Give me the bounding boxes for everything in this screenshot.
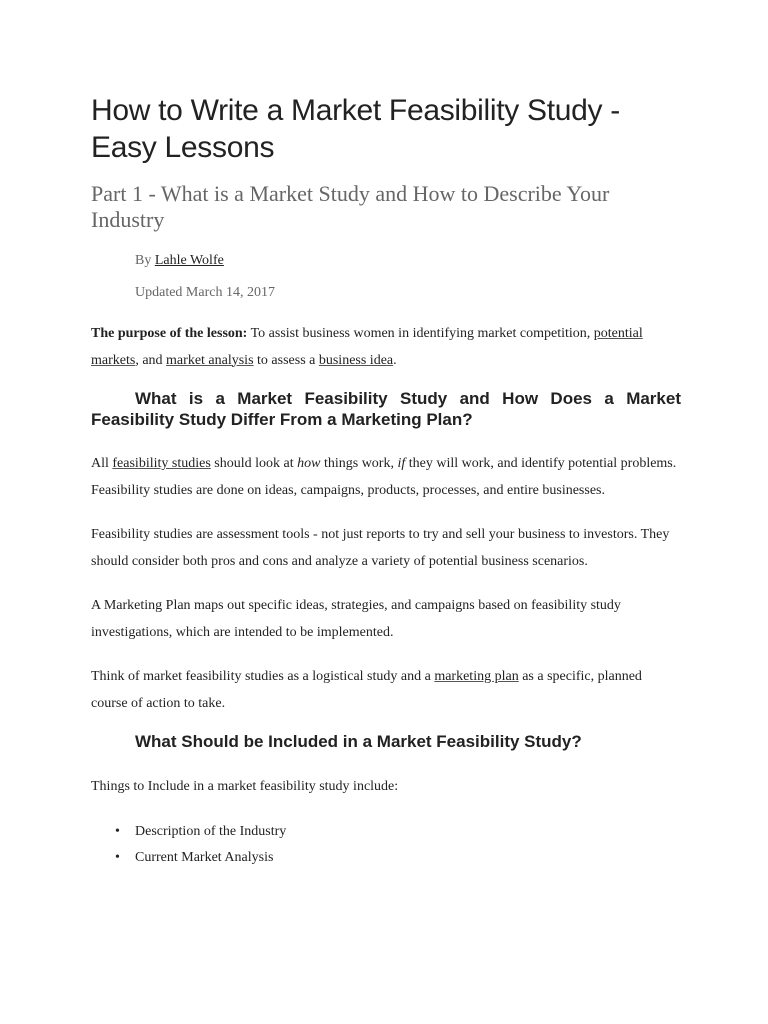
paragraph-text: All xyxy=(91,456,113,471)
paragraph-feasibility-intro xyxy=(91,451,681,504)
article-subtitle: Part 1 - What is a Market Study and How to Describe Your Industry xyxy=(91,181,610,232)
paragraph-marketing-plan: A Marketing Plan maps out specific ideas, strategies, and campaigns based on feasibility study investigations, which are intended to be implemented. xyxy=(91,598,621,640)
purpose-paragraph xyxy=(91,321,681,374)
article xyxy=(91,92,681,871)
purpose-label: The purpose of the lesson: xyxy=(91,326,248,341)
paragraph-text: as a specific, planned course of action to take. xyxy=(91,669,642,711)
list-item: • Current Market Analysis xyxy=(135,845,681,871)
potential-markets-link[interactable]: potential markets xyxy=(91,326,643,368)
article-title: How to Write a Market Feasibility Study - Easy Lessons xyxy=(91,94,620,164)
paragraph-text: things work, xyxy=(320,456,398,471)
include-list xyxy=(91,819,681,871)
purpose-text: . xyxy=(393,352,397,368)
paragraph-text: Think of market feasibility studies as a logistical study and a xyxy=(91,669,435,684)
purpose-text: , and xyxy=(135,352,167,368)
updated-date: Updated March 14, 2017 xyxy=(135,285,275,300)
paragraph-logistical-study xyxy=(91,664,681,717)
paragraph-things-to-include: Things to Include in a market feasibility study include: xyxy=(91,779,399,794)
marketing-plan-link[interactable]: marketing plan xyxy=(434,669,519,684)
byline xyxy=(135,251,681,271)
market-analysis-link[interactable]: market analysis xyxy=(166,352,254,368)
paragraph-text: should look at xyxy=(210,456,298,471)
emphasis-how: how xyxy=(297,456,321,471)
purpose-text: to assess a xyxy=(253,352,319,368)
business-idea-link[interactable]: business idea xyxy=(318,352,394,368)
purpose-text: To assist business women in identifying market competition, xyxy=(247,326,594,341)
author-link[interactable]: Lahle Wolfe xyxy=(154,253,224,268)
section-heading-feasibility-vs-marketing: What is a Market Feasibility Study and How Does a Market Feasibility Study Differ From a Marketing Plan? xyxy=(91,389,681,429)
list-item: • Description of the Industry xyxy=(135,819,681,845)
emphasis-if: if xyxy=(397,456,406,471)
section-heading-what-to-include: What Should be Included in a Market Feasibility Study? xyxy=(135,732,582,751)
byline-prefix: By xyxy=(135,253,155,268)
paragraph-assessment-tools: Feasibility studies are assessment tools - not just reports to try and sell your business to investors. They should consider both pros and cons and analyze a variety of potential business scenarios. xyxy=(91,527,670,569)
paragraph-text: they will work, and identify potential problems. Feasibility studies are done on ideas, campaigns, products, processes, and entire businesses. xyxy=(91,456,677,498)
feasibility-studies-link[interactable]: feasibility studies xyxy=(112,456,211,471)
